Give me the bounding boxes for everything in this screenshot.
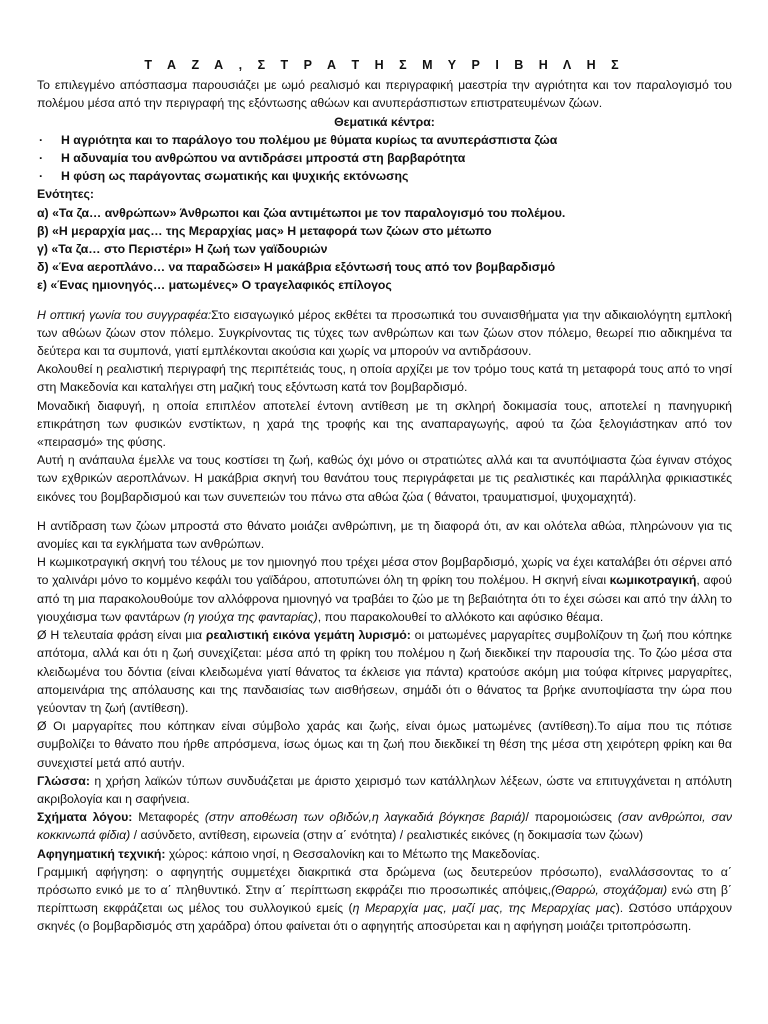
language-label: Γλώσσα: (37, 773, 90, 788)
final-phrase-text: Ø Η τελευταία φράση είναι μια (37, 628, 206, 643)
final-phrase-paragraph (37, 626, 732, 717)
linear-narration-paragraph (37, 863, 732, 936)
tragicomic-bold: κωμικοτραγική (609, 573, 697, 588)
tragicomic-quote: (η γιούχα της φανταρίας) (183, 609, 318, 624)
figures-text: / παρομοιώσεις (525, 810, 612, 825)
tragicomic-text: , αφού από τη μια παρακολουθούμε τον αλλόφρονα ημιονηγό να τραβάει το ζώο με τη βεβαιότητα ότι το έχει σώσει και από την άλλη το γιουχάισμα των φαντάρων (37, 573, 732, 624)
linear-text: Γραμμική αφήγηση: ο αφηγητής συμμετέχει διακριτικά στα δρώμενα (ως δευτερεύον πρόσωπο), εναλλάσσοντας το α΄ πρόσωπο ενικό με το α΄ πληθυντικό. Στην α΄ περίπτωση εκφράζει πιο προσωπικές απόψεις, (37, 864, 732, 897)
figures-label: Σχήματα λόγου: (37, 810, 133, 825)
diversion-paragraph: Μοναδική διαφυγή, η οποία επιπλέον αποτελεί έντονη αντίθεση με τη σκληρή δοκιμασία τους, αποτελεί η πανηγυρική επικράτηση των φυσικών ενστίκτων, η χαρά της τροφής και της αναπαραγωγής, αφού τα ζώα ξελογιάστηκαν από τον «πειρασμό» της φύσης. (37, 398, 732, 450)
language-paragraph (37, 772, 732, 808)
figures-text: / ασύνδετο, αντίθεση, ειρωνεία (στην α΄ ενότητα) / ρεαλιστικές εικόνες (η δοκιμασία των ζώων) (130, 828, 644, 843)
realistic-paragraph: Ακολουθεί η ρεαλιστική περιγραφή της περιπέτειάς τους, η οποία αρχίζει με τον τρόμο τους κατά τη μεταφορά τους από το νησί στη Μακεδονία και καταλήγει στη μαζική τους εξόντωση κατά τον βομβαρδισμό. (37, 362, 732, 395)
document-title: Τ Α Ζ Α , Σ Τ Ρ Α Τ Η Σ Μ Υ Ρ Ι Β Η Λ Η Σ (144, 58, 625, 72)
theme-item: · Η φύση ως παράγοντας σωματικής και ψυχικής εκτόνωσης (37, 167, 732, 185)
figures-example: (σαν ανθρώποι, σαν κοκκινωπά φίδια) (37, 810, 732, 843)
themes-heading: Θεματικά κέντρα: (334, 114, 435, 129)
intro-paragraph: Το επιλεγμένο απόσπασμα παρουσιάζει με ωμό ρεαλισμό και περιγραφική μαεστρία την αγριότητα και τον παραλογισμό του πολέμου μέσα από την περιγραφή της εξόντωσης αθώων και ανυπεράσπιστων επιστρατευμένων ζώων. (37, 78, 732, 111)
narrative-label: Αφηγηματική τεχνική: (37, 846, 166, 861)
units-heading: Ενότητες: (37, 187, 95, 202)
language-text: η χρήση λαϊκών τύπων συνδυάζεται με άριστο χειρισμό των κατάλληλων λέξεων, ώστε να επιτυγχάνεται η απόλυτη ακριβολογία και η σαφήνεια. (37, 773, 732, 806)
daisies-paragraph: Ø Οι μαργαρίτες που κόπηκαν είναι σύμβολο χαράς και ζωής, είναι όμως ματωμένες (αντίθεση).Το αίμα που τις πότισε συμβολίζει το θάνατο που ήρθε απρόσμενα, ίσως όμως και τη ζωή που διεκδικεί τη θέση της μέσα στη χειρότερη φρίκη και θα συνεχιστεί μετά από αυτήν. (37, 719, 732, 770)
tragicomic-text: , που παρακολουθεί το αλλόκοτο και αφύσικο θέαμα. (317, 609, 604, 624)
pause-paragraph: Αυτή η ανάπαυλα έμελλε να τους κοστίσει τη ζωή, καθώς όχι μόνο οι στρατιώτες αλλά και τα ανυπόψιαστα ζώα έγιναν στόχος των εχθρικών αεροπλάνων. Η μακάβρια σκηνή του θανάτου τους περιγράφεται με τις ρεαλιστικές και παράλληλα φρικιαστικές εικόνες του βομβαρδισμού και των συνεπειών του πάνω στα αθώα ζώα ( θάνατοι, τραυματισμοί, ψυχομαχητά). (37, 453, 732, 504)
unit-item: δ) «Ένα αεροπλάνο… να παραδώσει» Η μακάβρια εξόντωσή τους από τον βομβαρδισμό (37, 260, 556, 275)
linear-text: ενώ στη β΄ περίπτωση εκφράζεται ως μέλος του συλλογικού εμείς ( (37, 882, 732, 916)
narrative-text: χώρος: κάποιο νησί, η Θεσσαλονίκη και το Μέτωπο της Μακεδονίας. (165, 846, 540, 861)
tragicomic-paragraph (37, 553, 732, 626)
narrative-paragraph (37, 845, 732, 863)
viewpoint-label: Η οπτική γωνία του συγγραφέα: (37, 307, 212, 322)
viewpoint-paragraph (37, 306, 732, 361)
final-phrase-text: οι ματωμένες μαργαρίτες συμβολίζουν τη ζωή που κόπηκε απότομα, αλλά και ότι η ζωή συνεχίζεται: μέσα από τη φρίκη του πολέμου η ζωή διεκδικεί την παρουσία της. Το ζώο μέσα στα κλειδωμένα του δόντια (είναι κλειδωμένα γιατί θάνατος τα έκλεισε για πάντα) κρατούσε ακόμη μια τούφα κίτρινες μαργαρίτες, απομεινάρια της απόλαυσης και της πανδαισίας των αισθήσεων, σημάδι ότι ο θάνατος τα βρήκε ανυποψίαστα την ώρα που γεύονταν τη ζωή (αντίθεση). (37, 628, 732, 715)
final-phrase-bold: ρεαλιστική εικόνα γεμάτη λυρισμό: (205, 628, 411, 643)
linear-example: η Μεραρχία μας, μαζί μας, της Μεραρχίας μας (352, 901, 616, 916)
unit-item: γ) «Τα ζα… στο Περιστέρι» Η ζωή των γαϊδουριών (37, 242, 328, 257)
unit-item: β) «Η μεραρχία μας… της Μεραρχίας μας» Η μεταφορά των ζώων στο μέτωπο (37, 223, 492, 238)
tragicomic-text: Η κωμικοτραγική σκηνή του τέλους με τον ημιονηγό που τρέχει μέσα στον βομβαρδισμό, χωρίς να έχει καταλάβει ότι σέρνει από το χαλινάρι μόνο το κομμένο κεφάλι του γαϊδάρου, αποτυπώνει όλη τη φρίκη του πολέμου. Η σκηνή είναι (37, 555, 732, 588)
unit-item: ε) «Ένας ημιονηγός… ματωμένες» Ο τραγελαφικός επίλογος (37, 278, 392, 293)
theme-item: · Η αγριότητα και το παράλογο του πολέμου με θύματα κυρίως τα ανυπεράσπιστα ζώα (37, 131, 732, 149)
unit-item: α) «Τα ζα… ανθρώπων» Άνθρωποι και ζώα αντιμέτωποι με τον παραλογισμό του πολέμου. (37, 205, 566, 220)
reaction-paragraph: Η αντίδραση των ζώων μπροστά στο θάνατο μοιάζει ανθρώπινη, με τη διαφορά ότι, αν και ολότελα αθώα, πληρώνουν για τις ανομίες και τα εγκλήματα των ανθρώπων. (37, 518, 732, 552)
linear-example: (Θαρρώ, στοχάζομαι) (551, 882, 668, 897)
figures-paragraph (37, 808, 732, 844)
theme-item: · Η αδυναμία του ανθρώπου να αντιδράσει μπροστά στη βαρβαρότητα (37, 149, 732, 167)
linear-text: ). Ωστόσο υπάρχουν σκηνές (ο βομβαρδισμός στη χαράδρα) όπου φαίνεται ότι ο αφηγητής αποσύρεται και η αφήγηση μοιάζει τριτοπρόσωπη. (37, 901, 732, 934)
viewpoint-text: Στο εισαγωγικό μέρος εκθέτει τα προσωπικά του συναισθήματα για την αδικαιολόγητη εμπλοκή των αθώων ζώων στον πόλεμο. Συγκρίνοντας τις τύχες των ανθρώπων και των ζώων στον πόλεμο, θεωρεί πιο αδικημένα τα δεύτερα και τα συμπονά, γιατί εμπλέκονται ακούσια και χωρίς να μπορούν να αντιδράσουν. (37, 307, 732, 359)
figures-text: Μεταφορές (132, 810, 199, 825)
figures-example: (στην αποθέωση των οβιδών,η λαγκαδιά βόγκησε βαριά) (204, 810, 526, 825)
